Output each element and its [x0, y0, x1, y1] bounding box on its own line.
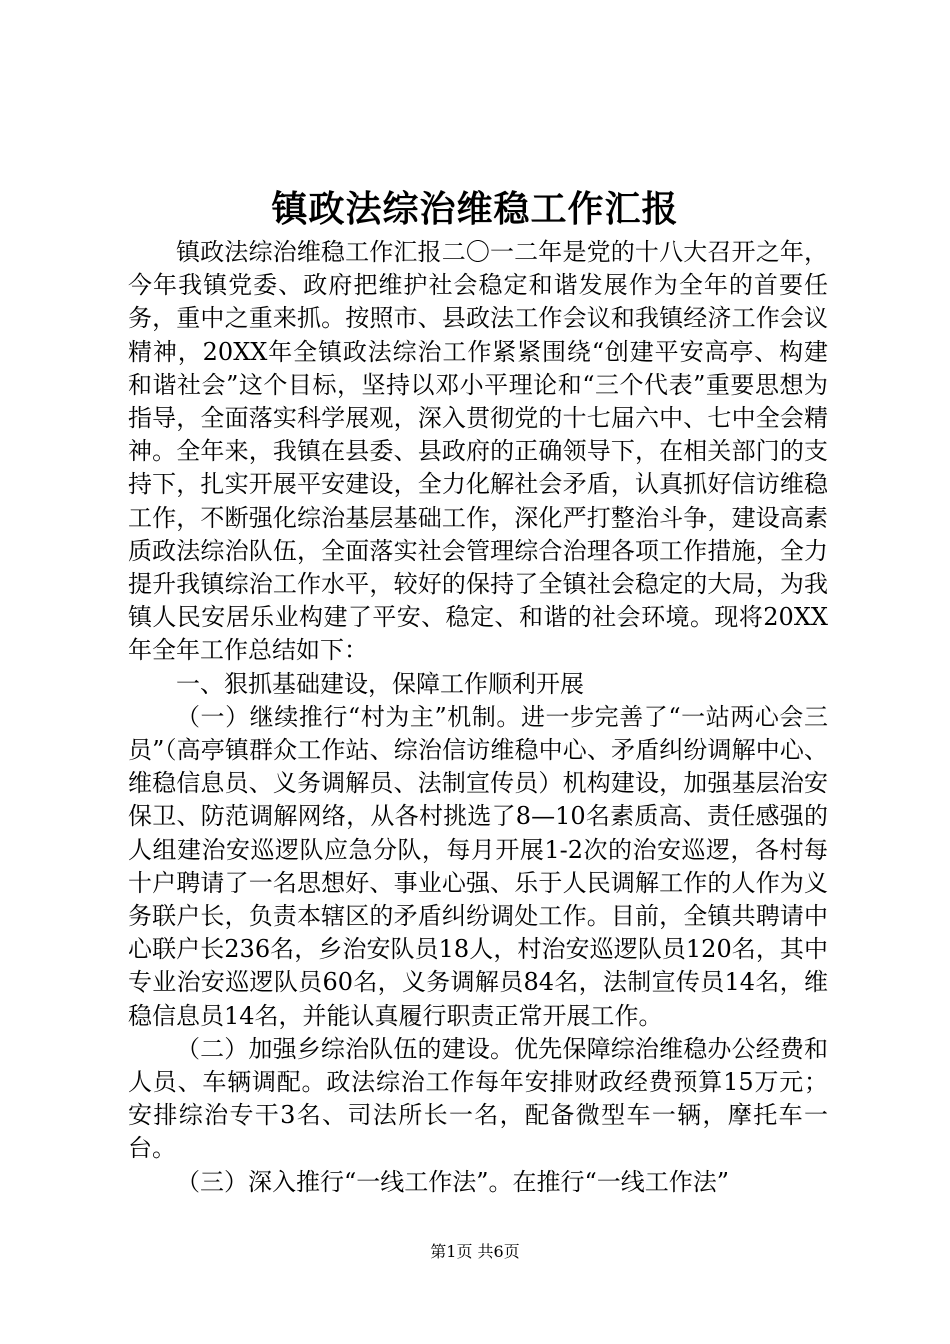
subsection-paragraph-3: （三）深入推行“一线工作法”。在推行“一线工作法”: [176, 1167, 730, 1196]
document-body: [128, 236, 828, 1199]
subsection-paragraph-2: （二）加强乡综治队伍的建设。优先保障综治维稳办公经费和人员、车辆调配。政法综治工作每年安排财政经费预算15万元；安排综治专干3名、司法所长一名，配备微型车一辆，摩托车一台。: [128, 1034, 828, 1163]
intro-paragraph: 镇政法综治维稳工作汇报二〇一二年是党的十八大召开之年，今年我镇党委、政府把维护社会稳定和谐发展作为全年的首要任务，重中之重来抓。按照市、县政法工作会议和我镇经济工作会议精神，20XX年全镇政法综治工作紧紧围绕“创建平安高亭、构建和谐社会”这个目标，坚持以邓小平理论和“三个代表”重要思想为指导，全面落实科学展观，深入贯彻党的十七届六中、七中全会精神。全年来，我镇在县委、县政府的正确领导下，在相关部门的支持下，扎实开展平安建设，全力化解社会矛盾，认真抓好信访维稳工作，不断强化综治基层基础工作，深化严打整治斗争，建设高素质政法综治队伍，全面落实社会管理综合治理各项工作措施，全力提升我镇综治工作水平，较好的保持了全镇社会稳定的大局，为我镇人民安居乐业构建了平安、稳定、和谐的社会环境。现将20XX年全年工作总结如下：: [128, 238, 828, 665]
page-footer: 第1页 共6页: [430, 1242, 520, 1261]
document-title: 镇政法综治维稳工作汇报: [271, 188, 679, 230]
subsection-paragraph-1: （一）继续推行“村为主”机制。进一步完善了“一站两心会三员”（高亭镇群众工作站、综治信访维稳中心、矛盾纠纷调解中心、维稳信息员、义务调解员、法制宣传员）机构建设，加强基层治安保卫、防范调解网络，从各村挑选了8—10名素质高、责任感强的人组建治安巡逻队应急分队，每月开展1-2次的治安巡逻，各村每十户聘请了一名思想好、事业心强、乐于人民调解工作的人作为义务联户长，负责本辖区的矛盾纠纷调处工作。目前，全镇共聘请中心联户长236名，乡治安队员18人，村治安巡逻队员120名，其中专业治安巡逻队员60名，义务调解员84名，法制宣传员14名，维稳信息员14名，并能认真履行职责正常开展工作。: [128, 702, 828, 1030]
section-heading: 一、狠抓基础建设，保障工作顺利开展: [176, 669, 584, 698]
